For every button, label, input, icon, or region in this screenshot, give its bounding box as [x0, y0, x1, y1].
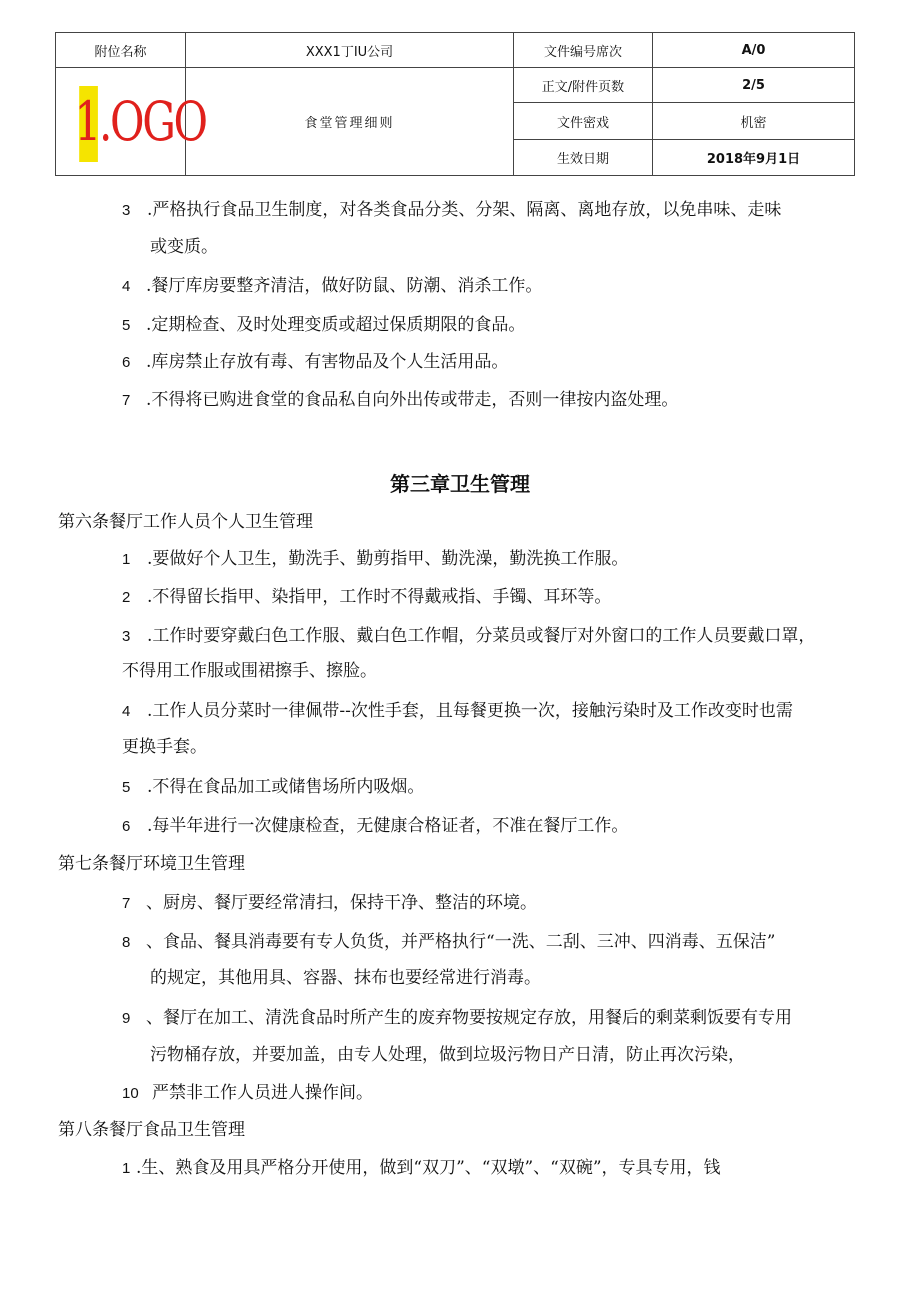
header-table [55, 32, 855, 176]
list-item [122, 1007, 792, 1030]
list-item [122, 351, 508, 374]
chapter-title: 第三章卫生管理 [390, 472, 530, 496]
doc-no-value: A/0 [653, 33, 855, 68]
list-item [122, 275, 542, 298]
list-item [122, 1082, 373, 1105]
item-continuation: 或变质。 [150, 237, 218, 257]
item-number: 1 [122, 551, 131, 568]
secret-label: 文件密戏 [514, 103, 653, 140]
item-text: .要做好个人卫生，勤洗手、勤剪指甲、勤洗澡，勤洗换工作服。 [147, 549, 629, 569]
item-number: 8 [122, 934, 131, 951]
item-text: .不得留长指甲、染指甲，工作时不得戴戒指、手镯、耳环等。 [147, 587, 612, 607]
list-item [122, 586, 611, 609]
item-number: 4 [122, 278, 131, 295]
item-text: .每半年进行一次健康检查，无健康合格证者，不准在餐厅工作。 [147, 816, 629, 836]
list-item [122, 815, 628, 838]
secret-value: 机密 [653, 103, 855, 140]
dept-label: 附位名称 [56, 33, 186, 68]
item-text: .工作人员分菜时一律佩带--次性手套，且每餐更换一次，接触污染时及工作改变时也需 [147, 701, 793, 721]
list-item [122, 700, 793, 723]
logo-text: 1.OGO [74, 89, 206, 153]
item-number: 1 [122, 1160, 131, 1177]
article-title: 第八条餐厅食品卫生管理 [58, 1120, 245, 1140]
list-item [122, 931, 775, 954]
item-number: 3 [122, 202, 131, 219]
logo-cell [56, 68, 206, 176]
item-text: .定期检查、及时处理变质或超过保质期限的食品。 [146, 315, 526, 335]
list-item [122, 1157, 721, 1180]
company-name: XXX1丁IU公司 [186, 33, 514, 68]
logo [75, 80, 206, 164]
article-title: 第七条餐厅环境卫生管理 [58, 854, 245, 874]
item-number: 9 [122, 1010, 131, 1027]
date-value: 2018年9月1日 [653, 140, 855, 176]
date-label: 生效日期 [514, 140, 653, 176]
item-text: .餐厅库房要整齐清洁，做好防鼠、防潮、消杀工作。 [146, 276, 543, 296]
list-item [122, 776, 424, 799]
item-continuation: 污物桶存放，并要加盖，由专人处理，做到垃圾污物日产日清，防止再次污染， [150, 1045, 745, 1065]
list-item [122, 199, 781, 222]
item-text: 、食品、餐具消毒要有专人负货，并严格执行“一洗、二刮、三冲、四消毒、五保洁” [146, 932, 776, 952]
item-text: 、餐厅在加工、清洗食品时所产生的废弃物要按规定存放，用餐后的剩菜剩饭要有专用 [146, 1008, 792, 1028]
list-item [122, 625, 815, 648]
doc-title: 食堂管理细则 [186, 68, 514, 176]
item-text: 严禁非工作人员进人操作间。 [152, 1083, 373, 1103]
item-text: .库房禁止存放有毒、有害物品及个人生活用品。 [146, 352, 509, 372]
item-text: .工作时要穿戴臼色工作服、戴白色工作帽，分菜员或餐厅对外窗口的工作人员要戴口罩， [147, 626, 816, 646]
item-number: 10 [122, 1085, 139, 1102]
item-continuation: 的规定，其他用具、容器、抹布也要经常进行消毒。 [150, 968, 541, 988]
list-item [122, 314, 525, 337]
list-item [122, 548, 628, 571]
article-title: 第六条餐厅工作人员个人卫生管理 [58, 512, 313, 532]
item-text: .不得在食品加工或储售场所内吸烟。 [147, 777, 425, 797]
item-number: 6 [122, 354, 131, 371]
item-text: .严格执行食品卫生制度，对各类食品分类、分架、隔离、离地存放，以免串味、走味 [147, 200, 782, 220]
pages-value: 2/5 [653, 68, 855, 103]
pages-label: 正文/附件页数 [514, 68, 653, 103]
item-text: 、厨房、餐厅要经常清扫，保持干净、整洁的环境。 [146, 893, 537, 913]
doc-no-label: 文件编号席次 [514, 33, 653, 68]
item-number: 7 [122, 392, 131, 409]
list-item [122, 389, 678, 412]
item-continuation: 不得用工作服或围裙擦手、擦脸。 [122, 661, 377, 681]
item-number: 5 [122, 317, 131, 334]
item-number: 7 [122, 895, 131, 912]
item-number: 6 [122, 818, 131, 835]
item-number: 2 [122, 589, 131, 606]
item-number: 3 [122, 628, 131, 645]
item-text: .不得将已购进食堂的食品私自向外出传或带走，否则一律按内盗处理。 [146, 390, 679, 410]
item-continuation: 更换手套。 [122, 737, 207, 757]
item-number: 5 [122, 779, 131, 796]
item-text: .生、熟食及用具严格分开使用，做到“双刀”、“双墩”、“双碗”，专具专用，钱 [136, 1158, 721, 1178]
list-item [122, 892, 537, 915]
item-number: 4 [122, 703, 131, 720]
